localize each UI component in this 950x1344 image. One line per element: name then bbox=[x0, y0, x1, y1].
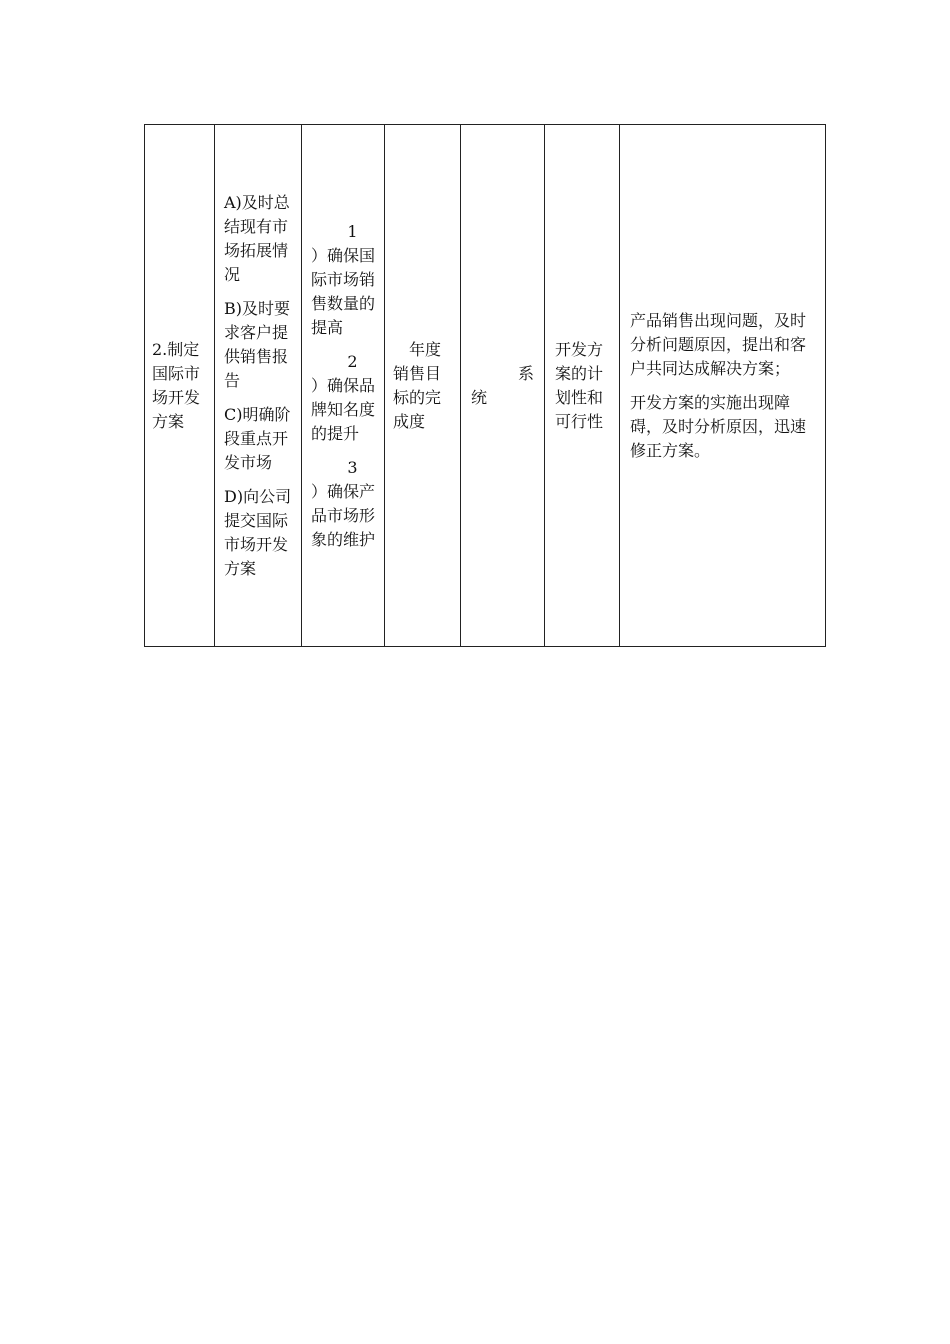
source-text-line2: 统 bbox=[471, 387, 488, 407]
goal-number: 1 bbox=[347, 221, 358, 241]
risk-item: 产品销售出现问题，及时分析问题原因，提出和客户共同达成解决方案； bbox=[630, 310, 807, 378]
kpi-cell bbox=[385, 125, 461, 647]
goal-text: ）确保品牌知名度的提升 bbox=[311, 375, 376, 443]
kpi-text: 年度销售目标的完成度 bbox=[393, 339, 442, 431]
goal-item bbox=[311, 220, 380, 340]
table-row bbox=[145, 125, 826, 647]
evaluation-cell bbox=[545, 125, 620, 647]
risk-item: 开发方案的实施出现障碍，及时分析原因，迅速修正方案。 bbox=[630, 392, 807, 460]
steps-cell bbox=[215, 125, 302, 647]
goal-text: ）确保产品市场形象的维护 bbox=[311, 481, 376, 549]
source-cell bbox=[461, 125, 545, 647]
step-item: B)及时要求客户提供销售报告 bbox=[224, 298, 291, 390]
task-cell bbox=[145, 125, 215, 647]
step-item: D)向公司提交国际市场开发方案 bbox=[224, 486, 292, 578]
goal-text: ）确保国际市场销售数量的提高 bbox=[311, 245, 376, 337]
goal-item bbox=[311, 350, 380, 446]
market-development-table bbox=[144, 124, 826, 647]
goal-item bbox=[311, 456, 380, 552]
goals-cell bbox=[302, 125, 385, 647]
evaluation-text: 开发方案的计划性和可行性 bbox=[555, 339, 604, 431]
goal-number: 3 bbox=[347, 457, 358, 477]
risk-cell bbox=[620, 125, 826, 647]
step-item: C)明确阶段重点开发市场 bbox=[224, 404, 291, 472]
goal-number: 2 bbox=[347, 351, 358, 371]
task-text: 2.制定国际市场开发方案 bbox=[152, 339, 201, 431]
step-item: A)及时总结现有市场拓展情况 bbox=[224, 192, 290, 284]
source-text-line1: 系 bbox=[517, 363, 534, 383]
